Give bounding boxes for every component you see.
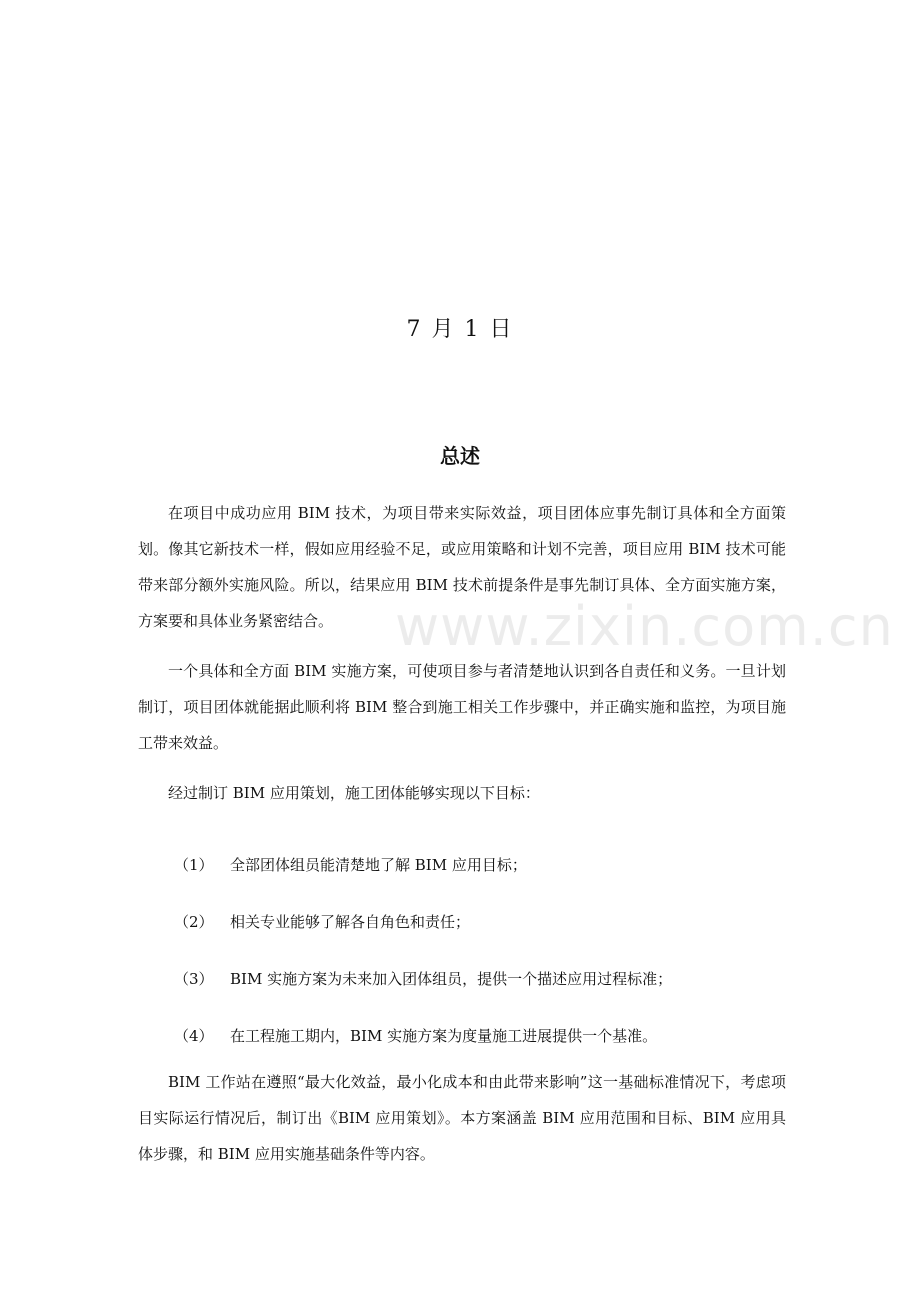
paragraph-3: 经过制订 BIM 应用策划，施工团体能够实现以下目标： (168, 784, 540, 802)
paragraph-1: 在项目中成功应用 BIM 技术，为项目带来实际效益，项目团体应事先制订具体和全方面策划。像其它新技术一样，假如应用经验不足，或应用策略和计划不完善，项目应用 BIM 技术可能带来部分额外实施风险。所以，结果应用 BIM 技术前提条件是事先制订具体、全方面实施方案，方案要和具体业务紧密结合。 (138, 504, 786, 630)
closing-text (138, 1064, 786, 1186)
list-number: （2） (174, 913, 214, 931)
list-number: （1） (174, 856, 214, 874)
list-item (138, 847, 786, 883)
list-number: （4） (174, 1027, 214, 1045)
list-text: 全部团体组员能清楚地了解 BIM 应用目标； (230, 856, 527, 874)
list-item (138, 904, 786, 940)
list-number: （3） (174, 970, 214, 988)
list-item (138, 961, 786, 997)
section-heading: 总述 (440, 444, 480, 468)
list-text: 相关专业能够了解各自角色和责任； (230, 913, 471, 931)
paragraph-closing: BIM 工作站在遵照“最大化效益，最小化成本和由此带来影响”这一基础标准情况下，考虑项目实际运行情况后，制订出《BIM 应用策划》。本方案涵盖 BIM 应用范围和目标、BIM 应用具体步骤，和 BIM 应用实施基础条件等内容。 (138, 1073, 786, 1163)
list-text: BIM 实施方案为未来加入团体组员，提供一个描述应用过程标准； (230, 970, 673, 988)
list-text: 在工程施工期内，BIM 实施方案为度量施工进展提供一个基准。 (230, 1027, 658, 1045)
intro-text (138, 495, 786, 825)
watermark: www.zixin.com.cn (395, 595, 894, 658)
list-item (138, 1018, 786, 1054)
goals-list (138, 847, 786, 1075)
document-date: 7 月 1 日 (406, 317, 514, 342)
paragraph-2: 一个具体和全方面 BIM 实施方案，可使项目参与者清楚地认识到各自责任和义务。一旦计划制订，项目团体就能据此顺利将 BIM 整合到施工相关工作步骤中，并正确实施和监控，为项目施工带来效益。 (138, 662, 786, 752)
